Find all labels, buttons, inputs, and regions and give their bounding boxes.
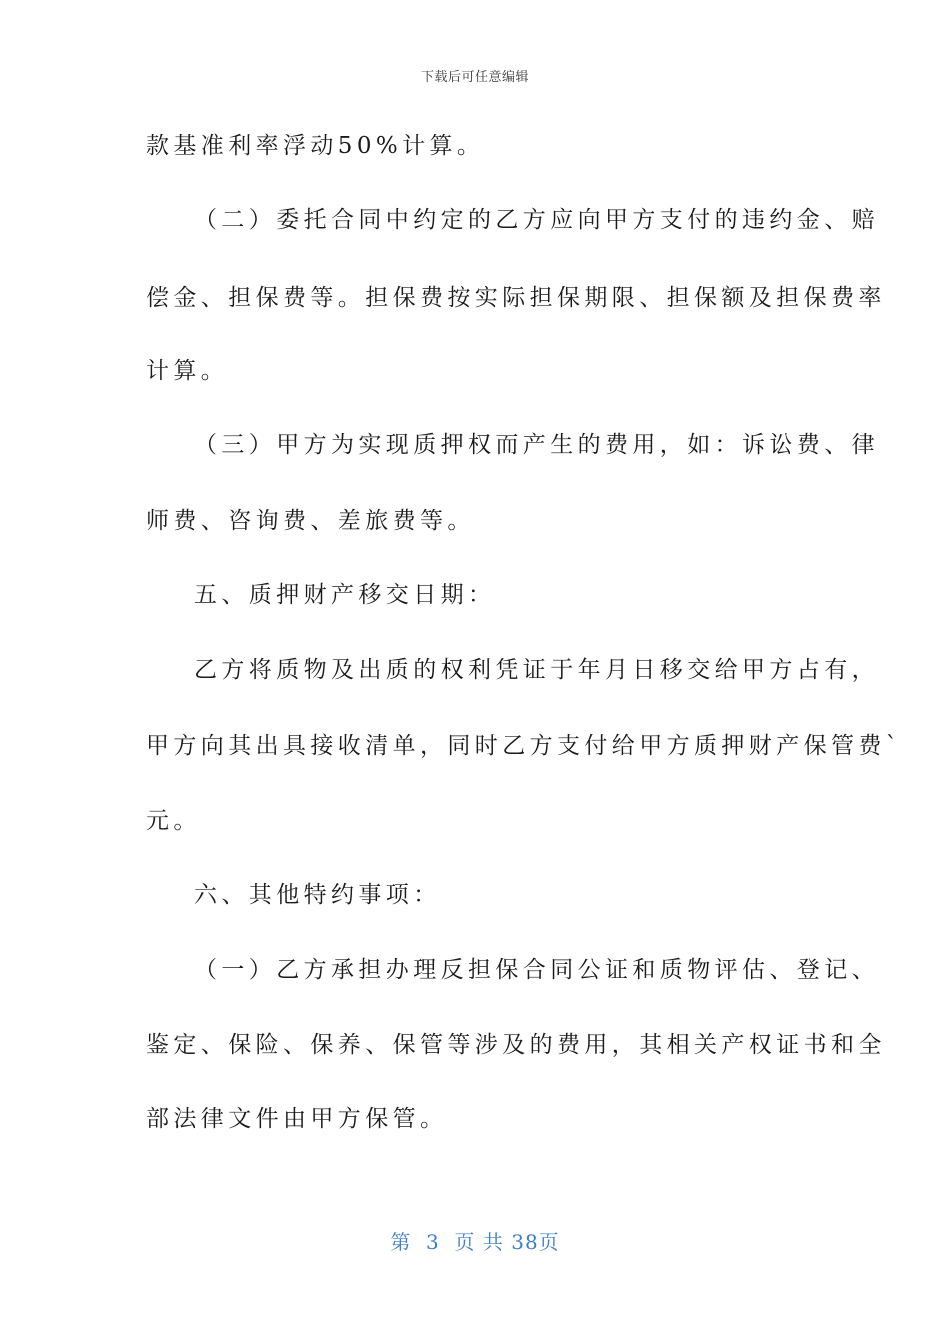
footer-middle: 页 共 [454, 1230, 504, 1254]
footer-total-pages: 38 [511, 1230, 539, 1254]
body-line-13: 鉴定、保险、保养、保管等涉及的费用，其相关产权证书和全 [146, 1032, 886, 1058]
page-header: 下载后可任意编辑 [420, 70, 529, 85]
body-line-6: 师费、咨询费、差旅费等。 [146, 508, 475, 534]
footer-suffix: 页 [538, 1230, 560, 1254]
section-heading-6: 六、其他特约事项： [194, 882, 441, 908]
footer-prefix: 第 [390, 1230, 412, 1254]
body-line-3: 偿金、担保费等。担保费按实际担保期限、担保额及担保费率 [146, 285, 886, 311]
section-heading-5: 五、质押财产移交日期： [194, 582, 496, 608]
footer-current-page: 3 [426, 1230, 440, 1254]
body-line-5: （三）甲方为实现质押权而产生的费用，如：诉讼费、律 [194, 432, 879, 458]
body-line-2: （二）委托合同中约定的乙方应向甲方支付的违约金、赔 [194, 207, 879, 233]
body-line-14: 部法律文件由甲方保管。 [146, 1106, 448, 1132]
page-footer [0, 1226, 950, 1255]
body-line-9: 甲方向其出具接收清单，同时乙方支付给甲方质押财产保管费` [146, 733, 902, 759]
body-line-1: 款基准利率浮动50%计算。 [146, 133, 485, 159]
body-line-4: 计算。 [146, 358, 229, 384]
body-line-8: 乙方将质物及出质的权利凭证于年月日移交给甲方占有， [194, 657, 879, 683]
body-line-10: 元。 [146, 808, 201, 834]
body-line-12: （一）乙方承担办理反担保合同公证和质物评估、登记、 [194, 957, 879, 983]
